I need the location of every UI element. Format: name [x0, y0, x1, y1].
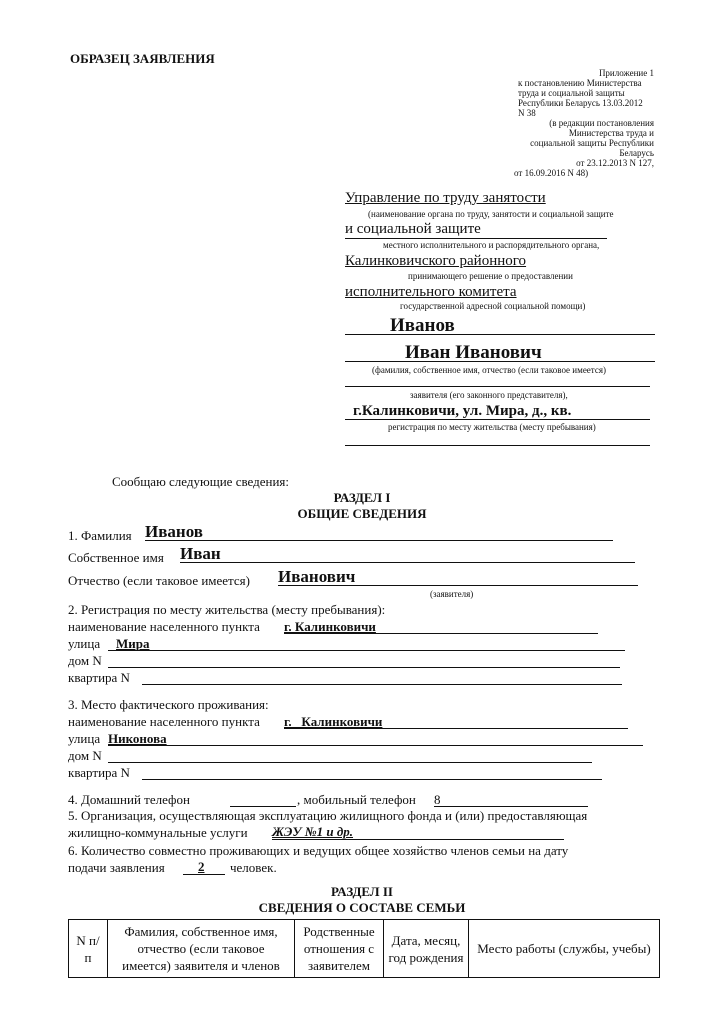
registration-title: 2. Регистрация по месту жительства (месту пребывания): — [68, 602, 386, 617]
appendix-line: Приложение 1 — [598, 68, 654, 78]
count-underline — [183, 874, 225, 875]
applicant-name-underline — [345, 361, 655, 362]
mobile-value: 8 — [434, 792, 441, 807]
reg-street-label: улица — [68, 636, 101, 651]
addressee-hint-1: (наименование органа по труду, занятости и социальной защите — [368, 209, 614, 219]
addressee-line-2: и социальной защите — [345, 221, 481, 237]
reg-street-underline — [108, 650, 625, 651]
mobile-underline — [434, 806, 588, 807]
name-value: Иван — [180, 544, 221, 563]
applicant-hint: заявителя (его законного представителя), — [410, 390, 568, 400]
count-unit: человек. — [230, 860, 277, 875]
addressee-hint-4: государственной адресной социальной помощи) — [400, 301, 586, 311]
reg-settlement-value: г. Калинковичи — [284, 619, 376, 634]
applicant-address-underline — [345, 419, 650, 420]
addressee-line-3: Калинковичского районного — [345, 253, 527, 269]
reg-house-label: дом N — [68, 653, 102, 668]
appendix-line: Беларусь — [619, 148, 654, 158]
appendix-line: от 16.09.2016 N 48) — [514, 168, 589, 178]
family-table — [68, 919, 660, 978]
count-label: подачи заявления — [68, 860, 165, 875]
applicant-surname-underline — [345, 334, 655, 335]
appendix-line: к постановлению Министерства — [518, 78, 642, 88]
phone-underline — [230, 806, 296, 807]
reg-street-value: Мира — [116, 636, 150, 651]
name-label: Собственное имя — [68, 550, 164, 565]
col-workplace: Место работы (службы, учебы) — [469, 920, 660, 978]
count-line-1: 6. Количество совместно проживающих и ведущих общее хозяйство членов семьи на дату — [68, 843, 569, 858]
applicant-extra-line — [345, 386, 650, 387]
fact-street-label: улица — [68, 731, 101, 746]
addressee-underline-2 — [345, 238, 607, 239]
fact-flat-underline — [142, 779, 602, 780]
addressee-hint-3: принимающего решение о предоставлении — [408, 271, 573, 281]
appendix-line: социальной защиты Республики — [530, 138, 654, 148]
surname-label: 1. Фамилия — [68, 528, 132, 543]
patronymic-label: Отчество (если таковое имеется) — [68, 573, 250, 588]
applicant-address-extra-line — [345, 445, 650, 446]
fact-street-value: Никонова — [108, 731, 167, 746]
appendix-line: Министерства труда и — [568, 128, 654, 138]
addressee-line-4: исполнительного комитета — [345, 284, 517, 300]
fact-flat-label: квартира N — [68, 765, 130, 780]
fact-settlement-value: г._ Калинковичи — [284, 714, 383, 729]
reg-settlement-label: наименование населенного пункта — [68, 619, 260, 634]
appendix-line: (в редакции постановления — [549, 118, 654, 128]
fact-settlement-label: наименование населенного пункта — [68, 714, 260, 729]
section1-title: РАЗДЕЛ I — [333, 490, 391, 505]
applicant-hint-small: (заявителя) — [430, 589, 474, 599]
org-line-2: жилищно-коммунальные услуги — [68, 825, 248, 840]
col-fio: Фамилия, собственное имя, отчество (если таковое имеется) заявителя и членов — [108, 920, 295, 978]
fact-house-underline — [108, 762, 592, 763]
appendix-line: N 38 — [518, 108, 536, 118]
col-number: N п/п — [69, 920, 108, 978]
fact-house-label: дом N — [68, 748, 102, 763]
name-underline — [180, 562, 635, 563]
phone-label: 4. Домашний телефон — [68, 792, 190, 807]
applicant-fio-hint: (фамилия, собственное имя, отчество (если таковое имеется) — [372, 365, 606, 375]
intro-text: Сообщаю следующие сведения: — [112, 474, 290, 489]
org-line-1: 5. Организация, осуществляющая эксплуатацию жилищного фонда и (или) предоставляющая — [68, 808, 588, 823]
patronymic-underline — [278, 585, 638, 586]
reg-flat-label: квартира N — [68, 670, 130, 685]
org-underline — [272, 839, 564, 840]
fact-street-underline — [108, 745, 643, 746]
fact-title: 3. Место фактического проживания: — [68, 697, 269, 712]
section2-title: РАЗДЕЛ II — [331, 884, 393, 899]
patronymic-value: Иванович — [278, 567, 356, 586]
section1-subtitle: ОБЩИЕ СВЕДЕНИЯ — [297, 506, 427, 521]
reg-house-underline — [108, 667, 620, 668]
count-value: 2 — [198, 859, 205, 874]
reg-flat-underline — [142, 684, 622, 685]
org-value: ЖЭУ №1 и др. — [272, 824, 354, 839]
applicant-surname: Иванов — [390, 315, 455, 336]
appendix-line: труда и социальной защиты — [518, 88, 625, 98]
family-table-header — [69, 920, 660, 978]
mobile-label: , мобильный телефон — [297, 792, 416, 807]
reg-settlement-underline — [284, 633, 598, 634]
appendix-note — [470, 68, 654, 178]
applicant-address: г.Калинковичи, ул. Мира, д., кв. — [353, 403, 572, 419]
surname-value: Иванов — [145, 522, 203, 541]
col-relation: Родственные отношения с заявителем — [295, 920, 384, 978]
fact-settlement-underline — [284, 728, 628, 729]
applicant-name-patronymic: Иван Иванович — [405, 342, 542, 363]
document-title: ОБРАЗЕЦ ЗАЯВЛЕНИЯ — [70, 51, 215, 66]
addressee-hint-2: местного исполнительного и распорядительного органа, — [383, 240, 600, 250]
addressee-line-1: Управление по труду занятости — [345, 190, 546, 206]
appendix-line: от 23.12.2013 N 127, — [576, 158, 654, 168]
applicant-address-hint: регистрация по месту жительства (месту пребывания) — [388, 422, 596, 432]
surname-underline — [145, 540, 613, 541]
col-birthdate: Дата, месяц, год рождения — [384, 920, 469, 978]
section2-subtitle: СВЕДЕНИЯ О СОСТАВЕ СЕМЬИ — [258, 900, 466, 915]
appendix-line: Республики Беларусь 13.03.2012 — [518, 98, 643, 108]
